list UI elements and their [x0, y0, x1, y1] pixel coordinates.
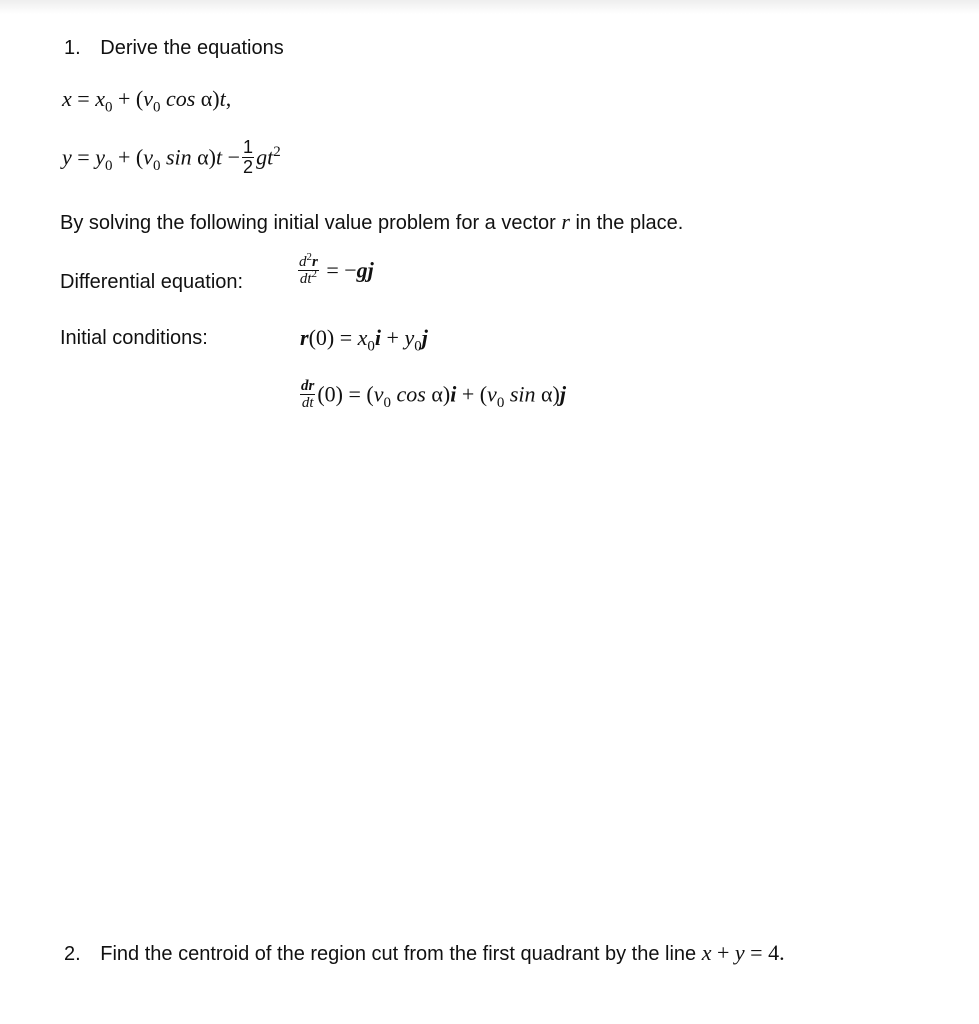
- eq-y-half-fraction: [242, 138, 254, 177]
- ic1-x: x: [357, 325, 368, 350]
- de-rhs: gj: [356, 257, 374, 283]
- problem-2-x: x: [701, 940, 712, 965]
- ic2-den: dt: [301, 395, 314, 411]
- eq-y-t: t: [216, 144, 223, 170]
- eq-y-alpha: α): [191, 144, 216, 170]
- eq-x-plus: + (: [112, 86, 144, 111]
- eq-x-lhs: x: [62, 86, 72, 111]
- ic1-y-sub: 0: [414, 338, 422, 355]
- de-num-d: d: [299, 254, 307, 270]
- statement-after: in the place.: [569, 212, 684, 234]
- problem-2-y: y: [734, 940, 745, 965]
- ic1-plus: +: [381, 325, 405, 350]
- de-num-r: r: [312, 254, 318, 270]
- eq-x-comma: ,: [225, 86, 232, 111]
- equation-x: [62, 86, 232, 116]
- de-label: Differential equation:: [60, 271, 244, 293]
- ic2-alpha-2: α): [535, 381, 560, 407]
- de-num-sup: 2: [306, 251, 312, 263]
- ic-label: Initial conditions:: [60, 327, 208, 349]
- ic1-i: i: [374, 325, 382, 350]
- problem-1-heading: [64, 36, 284, 60]
- eq-x-x0: x: [95, 86, 105, 111]
- eq-y-y0: y: [95, 144, 105, 170]
- equation-y: [62, 137, 281, 179]
- statement-var-r: r: [561, 209, 570, 234]
- eq-y-v0-sub: 0: [152, 157, 161, 174]
- eq-y-v0: v: [143, 144, 153, 170]
- ic2-v2: v: [487, 381, 497, 407]
- eq-x-x0-sub: 0: [104, 99, 113, 116]
- problem-2-text: Find the centroid of the region cut from the first quadrant by the line: [100, 943, 702, 965]
- initial-condition-2: [298, 380, 566, 413]
- ic2-arg: (0) = (: [317, 381, 374, 407]
- problem-2: [64, 941, 785, 966]
- ic2-v2-sub: 0: [496, 394, 505, 411]
- ic2-v: v: [373, 381, 384, 407]
- ic1-y: y: [404, 325, 415, 350]
- ic2-v-sub: 0: [383, 394, 391, 411]
- eq-y-squared: 2: [273, 144, 281, 161]
- eq-y-minus: −: [222, 144, 241, 170]
- problem-2-number: 2.: [64, 943, 81, 965]
- eq-x-cos: cos: [160, 86, 196, 111]
- ic1-x-sub: 0: [367, 338, 375, 355]
- eq-y-half-num: 1: [243, 137, 254, 157]
- de-den-dt: dt: [299, 271, 312, 287]
- de-denominator: [298, 268, 319, 287]
- de-fraction: [298, 251, 319, 287]
- ic2-cos: cos: [391, 381, 426, 407]
- ic1-j: j: [421, 325, 428, 350]
- ic1-arg: (0) =: [308, 325, 358, 350]
- ic2-sin: sin: [504, 381, 536, 407]
- eq-x-alpha: α): [195, 86, 220, 111]
- differential-equation: [296, 251, 374, 289]
- eq-y-sin: sin: [160, 144, 192, 170]
- ic2-j: j: [559, 381, 566, 407]
- problem-1-statement: [60, 210, 683, 235]
- eq-y-y0-sub: 0: [104, 157, 113, 174]
- ic2-alpha-1: α): [425, 381, 451, 407]
- problem-2-eq: = 4.: [744, 940, 785, 965]
- initial-condition-1: [300, 325, 428, 355]
- de-den-sup: 2: [311, 268, 317, 280]
- eq-y-lhs: y: [62, 144, 72, 170]
- de-equals: = −: [320, 257, 357, 283]
- problem-1-title: Derive the equations: [100, 37, 284, 59]
- eq-x-v0: v: [143, 86, 153, 111]
- eq-y-gt: gt: [256, 144, 274, 170]
- ic2-i: i: [450, 381, 457, 407]
- problem-1-number: 1.: [64, 37, 81, 59]
- statement-before: By solving the following initial value problem for a vector: [60, 212, 562, 234]
- eq-y-half-den: 2: [243, 157, 254, 177]
- ic2-fraction: [300, 378, 315, 411]
- ic2-plus: + (: [456, 381, 488, 407]
- eq-x-t: t: [219, 86, 226, 111]
- eq-x-v0-sub: 0: [152, 99, 161, 116]
- eq-y-equals: =: [71, 144, 96, 170]
- ic2-num: dr: [301, 378, 315, 394]
- eq-x-equals: =: [71, 86, 96, 111]
- ic1-r: r: [300, 325, 309, 350]
- problem-2-plus: +: [711, 940, 735, 965]
- eq-y-plus: + (: [112, 144, 144, 170]
